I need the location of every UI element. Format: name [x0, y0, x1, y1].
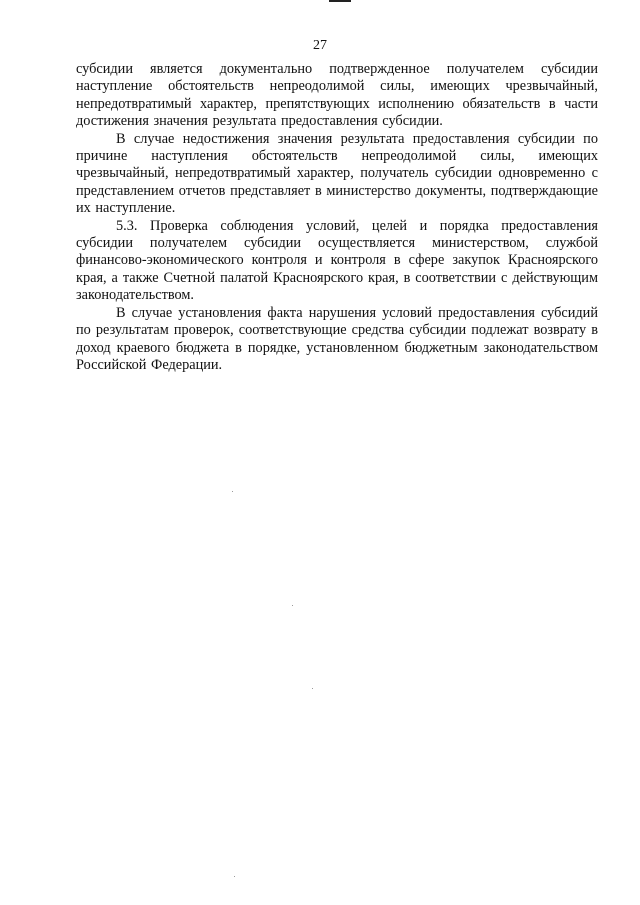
paragraph-force-majeure: В случае недостижения значения результата предоставления субсидии по причине наступления обстоятельств непреодолимой силы, имеющих чрезвычайный, непредотвратимый характер, получатель субсидии одновременно с представлением отчетов представляет в министерство документы, подтверждающие их наступление. [76, 130, 598, 217]
paragraph-5-3-compliance-check: 5.3. Проверка соблюдения условий, целей и порядка предоставления субсидии получателем субсидии осуществляется министерством, службой финансово-экономического контроля и контроля в сфере закупок Красноярского края, а также Счетной палатой Красноярского края, в соответствии с действующим законодательством. [76, 217, 598, 304]
scan-speck [292, 605, 293, 606]
paragraph-continued: субсидии является документально подтвержденное получателем субсидии наступление обстоятельств непреодолимой силы, имеющих чрезвычайный, непредотвратимый характер, препятствующих исполнению обязательств в части достижения значения результата предоставления субсидии. [76, 61, 598, 130]
scan-speck [234, 876, 235, 877]
document-body [76, 61, 598, 374]
scan-speck [232, 491, 233, 492]
scan-speck [312, 688, 313, 689]
page-number: 27 [313, 38, 327, 53]
paragraph-violation-refund: В случае установления факта нарушения условий предоставления субсидий по результатам проверок, соответствующие средства субсидии подлежат возврату в доход краевого бюджета в порядке, установленном бюджетным законодательством Российской Федерации. [76, 304, 598, 373]
top-rule [329, 0, 351, 2]
